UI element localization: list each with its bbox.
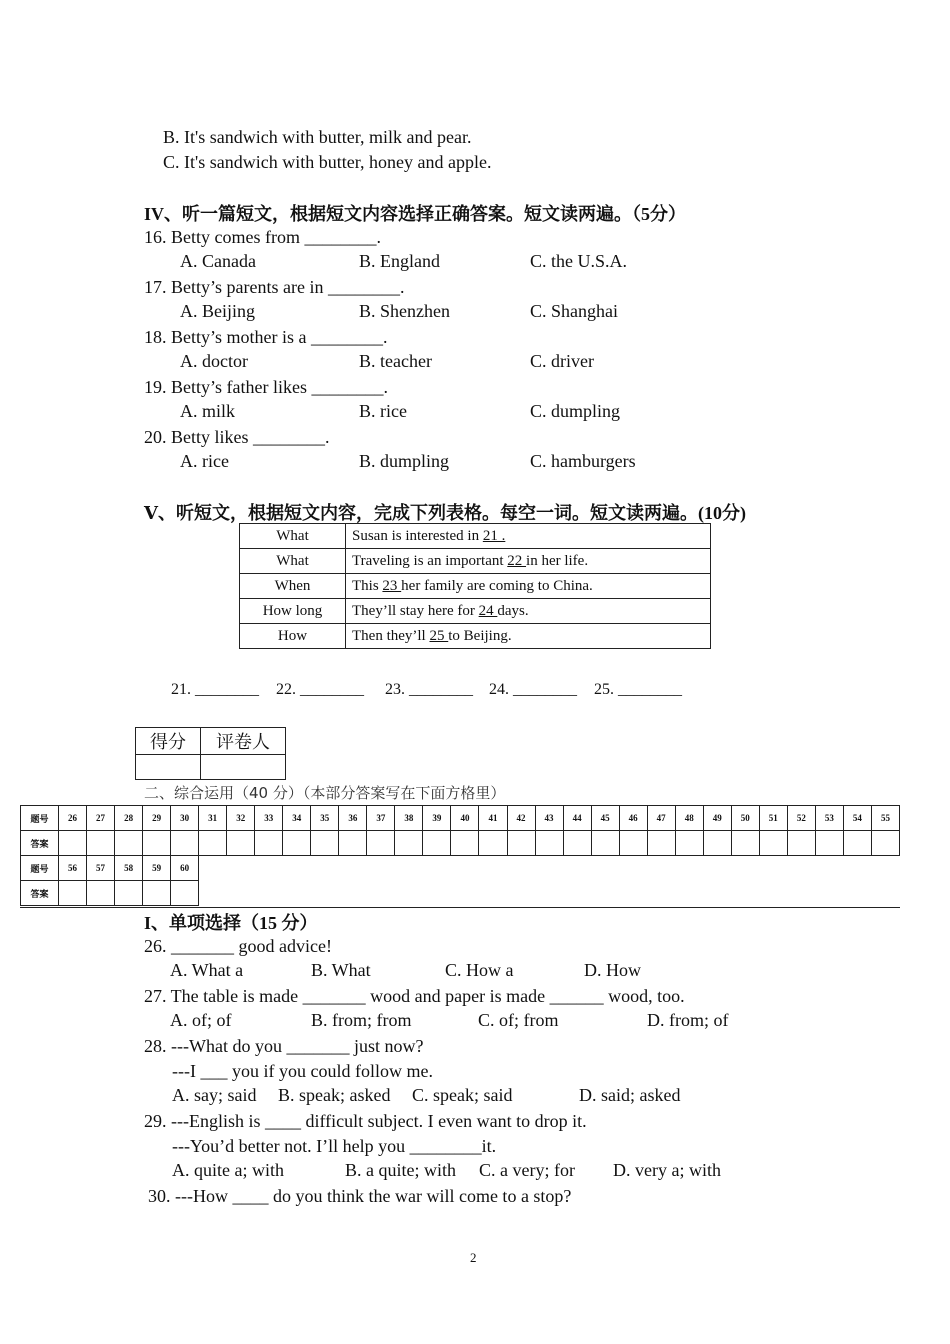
answer-blank-21[interactable]: 21. ________ bbox=[171, 681, 259, 698]
table-sentence bbox=[346, 524, 711, 549]
section5-table bbox=[239, 523, 711, 649]
q19-option-a: A. milk bbox=[180, 401, 236, 421]
grid-number-57: 57 bbox=[87, 856, 115, 881]
grid-number-45: 45 bbox=[591, 806, 619, 831]
q26-stem: 26. _______ good advice! bbox=[144, 936, 332, 956]
grid-number-59: 59 bbox=[143, 856, 171, 881]
q17-option-b: B. Shenzhen bbox=[359, 301, 450, 321]
q15-option-b: B. It's sandwich with butter, milk and pear. bbox=[163, 127, 472, 147]
q29-stem: 29. ---English is ____ difficult subject. I even want to drop it. bbox=[144, 1111, 587, 1131]
grid-answer-cell-35[interactable] bbox=[311, 831, 339, 856]
grid-answer-cell-33[interactable] bbox=[255, 831, 283, 856]
q26-option-a: A. What a bbox=[170, 960, 244, 980]
section5-heading: Ⅴ、听短文，根据短文内容，完成下列表格。每空一词。短文读两遍。(10分) bbox=[144, 503, 746, 523]
grid-answer-cell-31[interactable] bbox=[199, 831, 227, 856]
grid-number-52: 52 bbox=[787, 806, 815, 831]
table-key: How bbox=[240, 624, 346, 649]
q17-option-a: A. Beijing bbox=[180, 301, 255, 321]
grid-number-39: 39 bbox=[423, 806, 451, 831]
grid-answer-row bbox=[21, 881, 900, 906]
q28-line2: ---I ___ you if you could follow me. bbox=[172, 1061, 433, 1081]
grid-answer-cell-29[interactable] bbox=[143, 831, 171, 856]
sentence-text: days. bbox=[497, 602, 529, 619]
grid-number-48: 48 bbox=[675, 806, 703, 831]
grid-number-47: 47 bbox=[647, 806, 675, 831]
q29-option-b: B. a quite; with bbox=[345, 1160, 456, 1180]
table-row bbox=[240, 599, 711, 624]
grid-label: 答案 bbox=[21, 831, 59, 856]
q29-line2: ---You’d better not. I’ll help you ________it. bbox=[172, 1136, 497, 1156]
q27-option-d: D. from; of bbox=[647, 1010, 729, 1030]
table-row bbox=[240, 574, 711, 599]
grid-number-44: 44 bbox=[563, 806, 591, 831]
grid-answer-cell-49[interactable] bbox=[703, 831, 731, 856]
section1-heading: I、单项选择（15 分） bbox=[144, 913, 318, 933]
grader-label: 评卷人 bbox=[201, 728, 286, 755]
q16-stem: 16. Betty comes from ________. bbox=[144, 227, 381, 247]
grid-answer-cell-45[interactable] bbox=[591, 831, 619, 856]
blank-21: 21 . bbox=[482, 527, 506, 544]
table-sentence bbox=[346, 599, 711, 624]
q30-stem: 30. ---How ____ do you think the war will come to a stop? bbox=[148, 1186, 572, 1206]
q16-option-c: C. the U.S.A. bbox=[530, 251, 628, 271]
grid-number-50: 50 bbox=[731, 806, 759, 831]
q20-option-c: C. hamburgers bbox=[530, 451, 636, 471]
sentence-text: Susan is interested in bbox=[352, 527, 483, 544]
q27-option-c: C. of; from bbox=[478, 1010, 559, 1030]
grid-number-27: 27 bbox=[87, 806, 115, 831]
grid-answer-cell-54[interactable] bbox=[843, 831, 871, 856]
grid-answer-cell-43[interactable] bbox=[535, 831, 563, 856]
grid-answer-cell-30[interactable] bbox=[171, 831, 199, 856]
q26-option-d: D. How bbox=[584, 960, 641, 980]
grid-number-29: 29 bbox=[143, 806, 171, 831]
grid-number-31: 31 bbox=[199, 806, 227, 831]
grid-filler bbox=[199, 856, 900, 881]
grid-number-38: 38 bbox=[395, 806, 423, 831]
table-key: What bbox=[240, 524, 346, 549]
q28-option-a: A. say; said bbox=[172, 1085, 257, 1105]
q20-option-a: A. rice bbox=[180, 451, 229, 471]
table-row bbox=[240, 524, 711, 549]
grid-label: 题号 bbox=[21, 806, 59, 831]
part2-heading: 二、综合运用（40 分）（本部分答案写在下面方格里） bbox=[144, 784, 506, 802]
grid-question-row bbox=[21, 806, 900, 831]
sentence-text: They’ll stay here for bbox=[352, 602, 479, 619]
grid-number-34: 34 bbox=[283, 806, 311, 831]
grid-label: 答案 bbox=[21, 881, 59, 906]
answer-blank-24[interactable]: 24. ________ bbox=[489, 681, 577, 698]
score-box bbox=[135, 727, 286, 780]
table-row bbox=[240, 549, 711, 574]
grid-answer-cell-47[interactable] bbox=[647, 831, 675, 856]
answer-grid bbox=[20, 805, 900, 906]
grid-label: 题号 bbox=[21, 856, 59, 881]
grid-number-58: 58 bbox=[115, 856, 143, 881]
q20-stem: 20. Betty likes ________. bbox=[144, 427, 330, 447]
sentence-text: Then they’ll bbox=[352, 627, 430, 644]
grid-answer-cell-48[interactable] bbox=[675, 831, 703, 856]
table-sentence bbox=[346, 574, 711, 599]
grid-answer-cell-46[interactable] bbox=[619, 831, 647, 856]
sentence-text: This bbox=[352, 577, 383, 594]
grid-answer-cell-53[interactable] bbox=[815, 831, 843, 856]
grid-answer-cell-36[interactable] bbox=[339, 831, 367, 856]
grid-number-55: 55 bbox=[871, 806, 899, 831]
page-number: 2 bbox=[470, 1250, 477, 1265]
grid-number-53: 53 bbox=[815, 806, 843, 831]
grid-answer-cell-39[interactable] bbox=[423, 831, 451, 856]
grid-answer-cell-41[interactable] bbox=[479, 831, 507, 856]
grid-answer-cell-44[interactable] bbox=[563, 831, 591, 856]
q15-option-c: C. It's sandwich with butter, honey and apple. bbox=[163, 152, 492, 172]
grid-number-49: 49 bbox=[703, 806, 731, 831]
blank-23: 23 bbox=[382, 577, 402, 594]
grid-number-42: 42 bbox=[507, 806, 535, 831]
table-row bbox=[240, 624, 711, 649]
table-key: When bbox=[240, 574, 346, 599]
section4-heading: IV、听一篇短文，根据短文内容选择正确答案。短文读两遍。（5分） bbox=[144, 204, 687, 224]
score-cell[interactable] bbox=[136, 755, 201, 780]
blank-22: 22 bbox=[507, 552, 527, 569]
grid-answer-cell-34[interactable] bbox=[283, 831, 311, 856]
grid-number-40: 40 bbox=[451, 806, 479, 831]
q29-option-d: D. very a; with bbox=[613, 1160, 721, 1180]
table-sentence bbox=[346, 624, 711, 649]
grid-number-41: 41 bbox=[479, 806, 507, 831]
grid-number-30: 30 bbox=[171, 806, 199, 831]
q19-stem: 19. Betty’s father likes ________. bbox=[144, 377, 388, 397]
grid-answer-cell-52[interactable] bbox=[787, 831, 815, 856]
q17-option-c: C. Shanghai bbox=[530, 301, 618, 321]
grid-answer-cell-32[interactable] bbox=[227, 831, 255, 856]
grader-cell[interactable] bbox=[201, 755, 286, 780]
grid-answer-cell-38[interactable] bbox=[395, 831, 423, 856]
q27-option-b: B. from; from bbox=[311, 1010, 412, 1030]
grid-answer-cell-57[interactable] bbox=[87, 881, 115, 906]
grid-answer-cell-28[interactable] bbox=[115, 831, 143, 856]
q18-option-c: C. driver bbox=[530, 351, 594, 371]
q17-stem: 17. Betty’s parents are in ________. bbox=[144, 277, 405, 297]
q20-option-b: B. dumpling bbox=[359, 451, 450, 471]
q29-option-a: A. quite a; with bbox=[172, 1160, 284, 1180]
table-key: What bbox=[240, 549, 346, 574]
grid-answer-cell-59[interactable] bbox=[143, 881, 171, 906]
grid-number-33: 33 bbox=[255, 806, 283, 831]
grid-answer-cell-27[interactable] bbox=[87, 831, 115, 856]
grid-answer-row bbox=[21, 831, 900, 856]
grid-number-28: 28 bbox=[115, 806, 143, 831]
grid-number-54: 54 bbox=[843, 806, 871, 831]
q26-option-b: B. What bbox=[311, 960, 371, 980]
grid-bottom-rule bbox=[20, 907, 900, 908]
q28-stem: 28. ---What do you _______ just now? bbox=[144, 1036, 424, 1056]
grid-answer-cell-37[interactable] bbox=[367, 831, 395, 856]
table-sentence bbox=[346, 549, 711, 574]
grid-number-32: 32 bbox=[227, 806, 255, 831]
answer-blank-23[interactable]: 23. ________ bbox=[385, 681, 473, 698]
grid-answer-cell-60[interactable] bbox=[171, 881, 199, 906]
answer-blank-25[interactable]: 25. ________ bbox=[594, 681, 682, 698]
sentence-text: Traveling is an important bbox=[352, 552, 508, 569]
q18-stem: 18. Betty’s mother is a ________. bbox=[144, 327, 388, 347]
grid-number-35: 35 bbox=[311, 806, 339, 831]
grid-answer-cell-56[interactable] bbox=[59, 881, 87, 906]
sentence-text: her family are coming to China. bbox=[401, 577, 593, 594]
grid-number-37: 37 bbox=[367, 806, 395, 831]
q26-option-c: C. How a bbox=[445, 960, 514, 980]
grid-number-56: 56 bbox=[59, 856, 87, 881]
q27-stem: 27. The table is made _______ wood and paper is made ______ wood, too. bbox=[144, 986, 685, 1006]
blank-24: 24 bbox=[478, 602, 498, 619]
q19-option-c: C. dumpling bbox=[530, 401, 621, 421]
grid-answer-cell-40[interactable] bbox=[451, 831, 479, 856]
q28-option-c: C. speak; said bbox=[412, 1085, 513, 1105]
grid-answer-cell-55[interactable] bbox=[871, 831, 899, 856]
grid-answer-cell-26[interactable] bbox=[59, 831, 87, 856]
grid-question-row bbox=[21, 856, 900, 881]
q16-option-a: A. Canada bbox=[180, 251, 256, 271]
q18-option-b: B. teacher bbox=[359, 351, 432, 371]
sentence-text: in her life. bbox=[526, 552, 589, 569]
table-key: How long bbox=[240, 599, 346, 624]
grid-answer-cell-51[interactable] bbox=[759, 831, 787, 856]
sentence-text: to Beijing. bbox=[448, 627, 512, 644]
q29-option-c: C. a very; for bbox=[479, 1160, 575, 1180]
blank-25: 25 bbox=[429, 627, 449, 644]
grid-number-51: 51 bbox=[759, 806, 787, 831]
answer-blank-22[interactable]: 22. ________ bbox=[276, 681, 364, 698]
q28-option-b: B. speak; asked bbox=[278, 1085, 391, 1105]
q19-option-b: B. rice bbox=[359, 401, 407, 421]
q18-option-a: A. doctor bbox=[180, 351, 248, 371]
grid-filler bbox=[199, 881, 900, 906]
grid-answer-cell-58[interactable] bbox=[115, 881, 143, 906]
grid-answer-cell-50[interactable] bbox=[731, 831, 759, 856]
grid-answer-cell-42[interactable] bbox=[507, 831, 535, 856]
grid-number-46: 46 bbox=[619, 806, 647, 831]
grid-number-43: 43 bbox=[535, 806, 563, 831]
grid-number-36: 36 bbox=[339, 806, 367, 831]
q27-option-a: A. of; of bbox=[170, 1010, 232, 1030]
grid-number-26: 26 bbox=[59, 806, 87, 831]
grid-number-60: 60 bbox=[171, 856, 199, 881]
q28-option-d: D. said; asked bbox=[579, 1085, 681, 1105]
score-label: 得分 bbox=[136, 728, 201, 755]
q16-option-b: B. England bbox=[359, 251, 440, 271]
